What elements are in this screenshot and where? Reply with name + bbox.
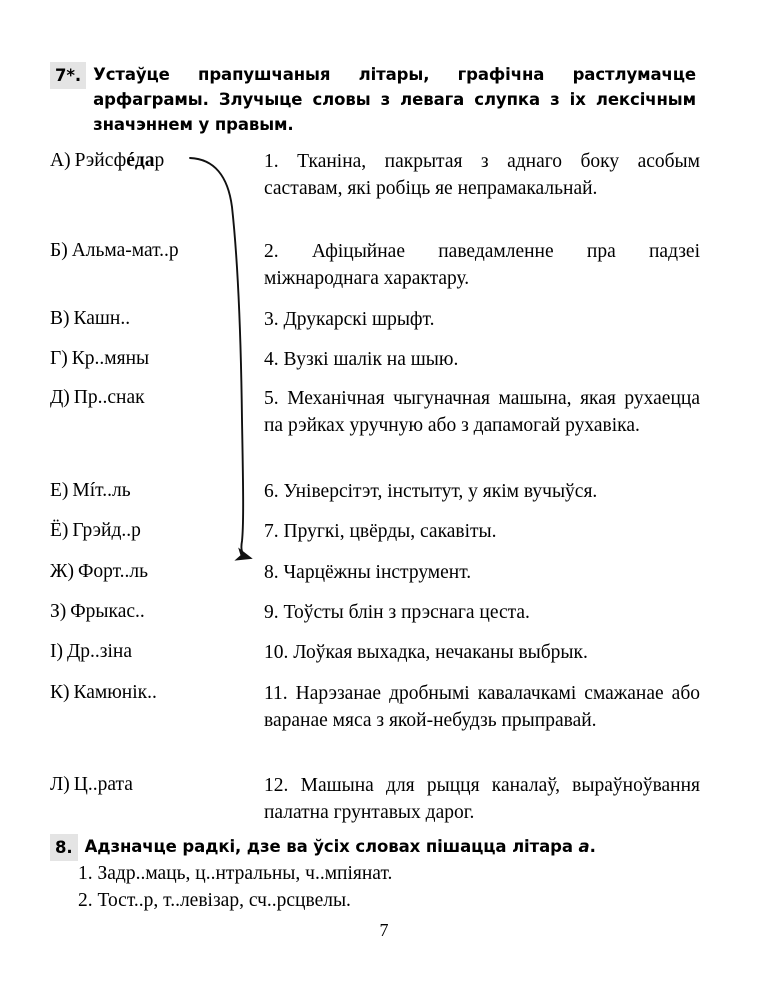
left-item-word-bold: да — [134, 150, 155, 171]
exercise-8-heading — [50, 834, 696, 861]
right-item-text: Машына для рыцця каналаў, выраўноўвання палатна грунтавых дарог. — [264, 775, 701, 823]
exercise-8-instruction — [85, 834, 696, 859]
left-item-zh[interactable] — [50, 559, 260, 585]
match-row — [50, 680, 700, 772]
right-item-number: 11. — [264, 683, 288, 704]
right-item-number: 10. — [264, 642, 289, 663]
left-item-word: Пр..снак — [73, 387, 145, 408]
right-item-11[interactable] — [260, 680, 700, 734]
right-item-text: Лоўкая выхадка, нечаканы выбрык. — [293, 642, 588, 663]
left-item-v[interactable] — [50, 306, 260, 332]
right-item-6[interactable] — [260, 478, 700, 505]
right-item-7[interactable] — [260, 518, 700, 545]
right-item-9[interactable] — [260, 599, 700, 626]
left-item-word: Грэйд..р — [72, 520, 141, 541]
left-item-word: Др..зіна — [67, 641, 133, 662]
match-row — [50, 238, 700, 306]
left-item-d[interactable] — [50, 385, 260, 411]
left-item-z[interactable] — [50, 599, 260, 625]
left-item-yo[interactable] — [50, 518, 260, 544]
match-row — [50, 148, 700, 238]
left-item-word: Форт..ль — [77, 561, 149, 582]
match-row — [50, 599, 700, 639]
right-item-2[interactable] — [260, 238, 700, 292]
right-item-text: Друкарскі шрыфт. — [283, 309, 435, 330]
match-row — [50, 346, 700, 385]
line-text: Задр..маць, ц..нтральны, ч..мпіянат. — [97, 863, 393, 884]
right-item-text: Механічная чыгуначная машына, якая рухаецца па рэйках уручную або з дапамогай рухавіка. — [264, 388, 700, 436]
right-item-number: 8. — [264, 562, 279, 583]
left-item-label: Ж) — [50, 561, 74, 582]
left-item-e[interactable] — [50, 478, 260, 504]
right-item-text: Нарэзанае дробнымі кавалачкамі смажанае або варанае мяса з якой-небудзь прыправай. — [264, 683, 700, 731]
right-item-text: Пругкі, цвёрды, сакавіты. — [283, 521, 497, 542]
right-item-number: 9. — [264, 602, 279, 623]
left-item-word: Кашн.. — [73, 308, 131, 329]
right-item-3[interactable] — [260, 306, 700, 333]
match-row — [50, 385, 700, 478]
right-item-number: 6. — [264, 481, 279, 502]
match-row — [50, 306, 700, 346]
exercise-7-heading — [50, 62, 696, 137]
left-item-word: Альма-мат..р — [71, 240, 179, 261]
match-row — [50, 478, 700, 518]
left-item-b[interactable] — [50, 238, 260, 264]
line-number: 2. — [78, 890, 93, 911]
left-item-i[interactable] — [50, 639, 260, 665]
right-item-number: 3. — [264, 309, 279, 330]
exercise-7-number: 7*. — [50, 62, 86, 89]
left-item-label: Е) — [50, 480, 69, 501]
exercise-8-lines — [78, 860, 392, 914]
match-row — [50, 518, 700, 559]
left-item-label: Б) — [50, 240, 68, 261]
exercise-8-number: 8. — [50, 834, 78, 861]
left-item-k[interactable] — [50, 680, 260, 706]
exercise-8-line[interactable] — [78, 887, 392, 914]
left-item-word: Кр..мяны — [71, 348, 150, 369]
right-item-8[interactable] — [260, 559, 700, 586]
left-item-label: К) — [50, 682, 70, 703]
right-item-text: Афіцыйнае паведамленне пра падзеі міжнароднага характару. — [264, 241, 700, 289]
right-item-text: Універсітэт, інстытут, у якім вучыўся. — [283, 481, 598, 502]
right-item-10[interactable] — [260, 639, 700, 666]
right-item-number: 5. — [264, 388, 279, 409]
exercise-8-italic-letter: а — [578, 837, 590, 856]
line-number: 1. — [78, 863, 93, 884]
page-number: 7 — [379, 920, 389, 940]
left-item-a[interactable] — [50, 148, 260, 174]
right-item-number: 12. — [264, 775, 289, 796]
left-item-label: І) — [50, 641, 63, 662]
right-item-text: Тканіна, пакрытая з аднаго боку асобым саставам, які робіць яе непрамакальнай. — [264, 151, 700, 199]
left-item-word-accent: é — [126, 150, 135, 171]
left-item-label: Л) — [50, 774, 70, 795]
left-item-label: Д) — [50, 387, 70, 408]
match-row — [50, 639, 700, 680]
left-item-word: Камюнік.. — [73, 682, 157, 703]
right-item-number: 1. — [264, 151, 279, 172]
left-item-word: Мíт..ль — [72, 480, 131, 501]
exercise-7-instruction: Устаўце прапушчаныя літары, графічна растлумачце арфаграмы. Злучыце словы з левага слупка з іх лексічным значэннем у правым. — [93, 65, 696, 134]
right-item-text: Тоўсты блін з прэснага цеста. — [283, 602, 530, 623]
right-item-number: 4. — [264, 349, 279, 370]
left-item-word: Ц..рата — [73, 774, 133, 795]
exercise-8-line[interactable] — [78, 860, 392, 887]
exercise-8-instruction-end: . — [589, 837, 596, 856]
right-item-text: Вузкі шалік на шыю. — [283, 349, 459, 370]
match-row — [50, 559, 700, 599]
left-item-label: А) — [50, 150, 71, 171]
left-item-word-pre: Рэйсф — [74, 150, 127, 171]
right-item-5[interactable] — [260, 385, 700, 439]
line-text: Тост..р, т..левізар, сч..рсцвелы. — [97, 890, 351, 911]
left-item-label: Ё) — [50, 520, 69, 541]
right-item-12[interactable] — [260, 772, 700, 826]
right-item-number: 2. — [264, 241, 279, 262]
left-item-word-post: р — [154, 150, 165, 171]
left-item-label: В) — [50, 308, 70, 329]
exercise-8-instruction-text: Адзначце радкі, дзе ва ўсіх словах пішацца літара — [84, 837, 579, 856]
right-item-text: Чарцёжны інструмент. — [283, 562, 472, 583]
left-item-g[interactable] — [50, 346, 260, 372]
right-item-number: 7. — [264, 521, 279, 542]
left-item-label: З) — [50, 601, 67, 622]
left-item-word: Фрыкас.. — [70, 601, 145, 622]
left-item-l[interactable] — [50, 772, 260, 798]
right-item-1[interactable] — [260, 148, 700, 202]
matching-exercise — [50, 148, 700, 832]
right-item-4[interactable] — [260, 346, 700, 373]
left-item-label: Г) — [50, 348, 68, 369]
match-row — [50, 772, 700, 832]
